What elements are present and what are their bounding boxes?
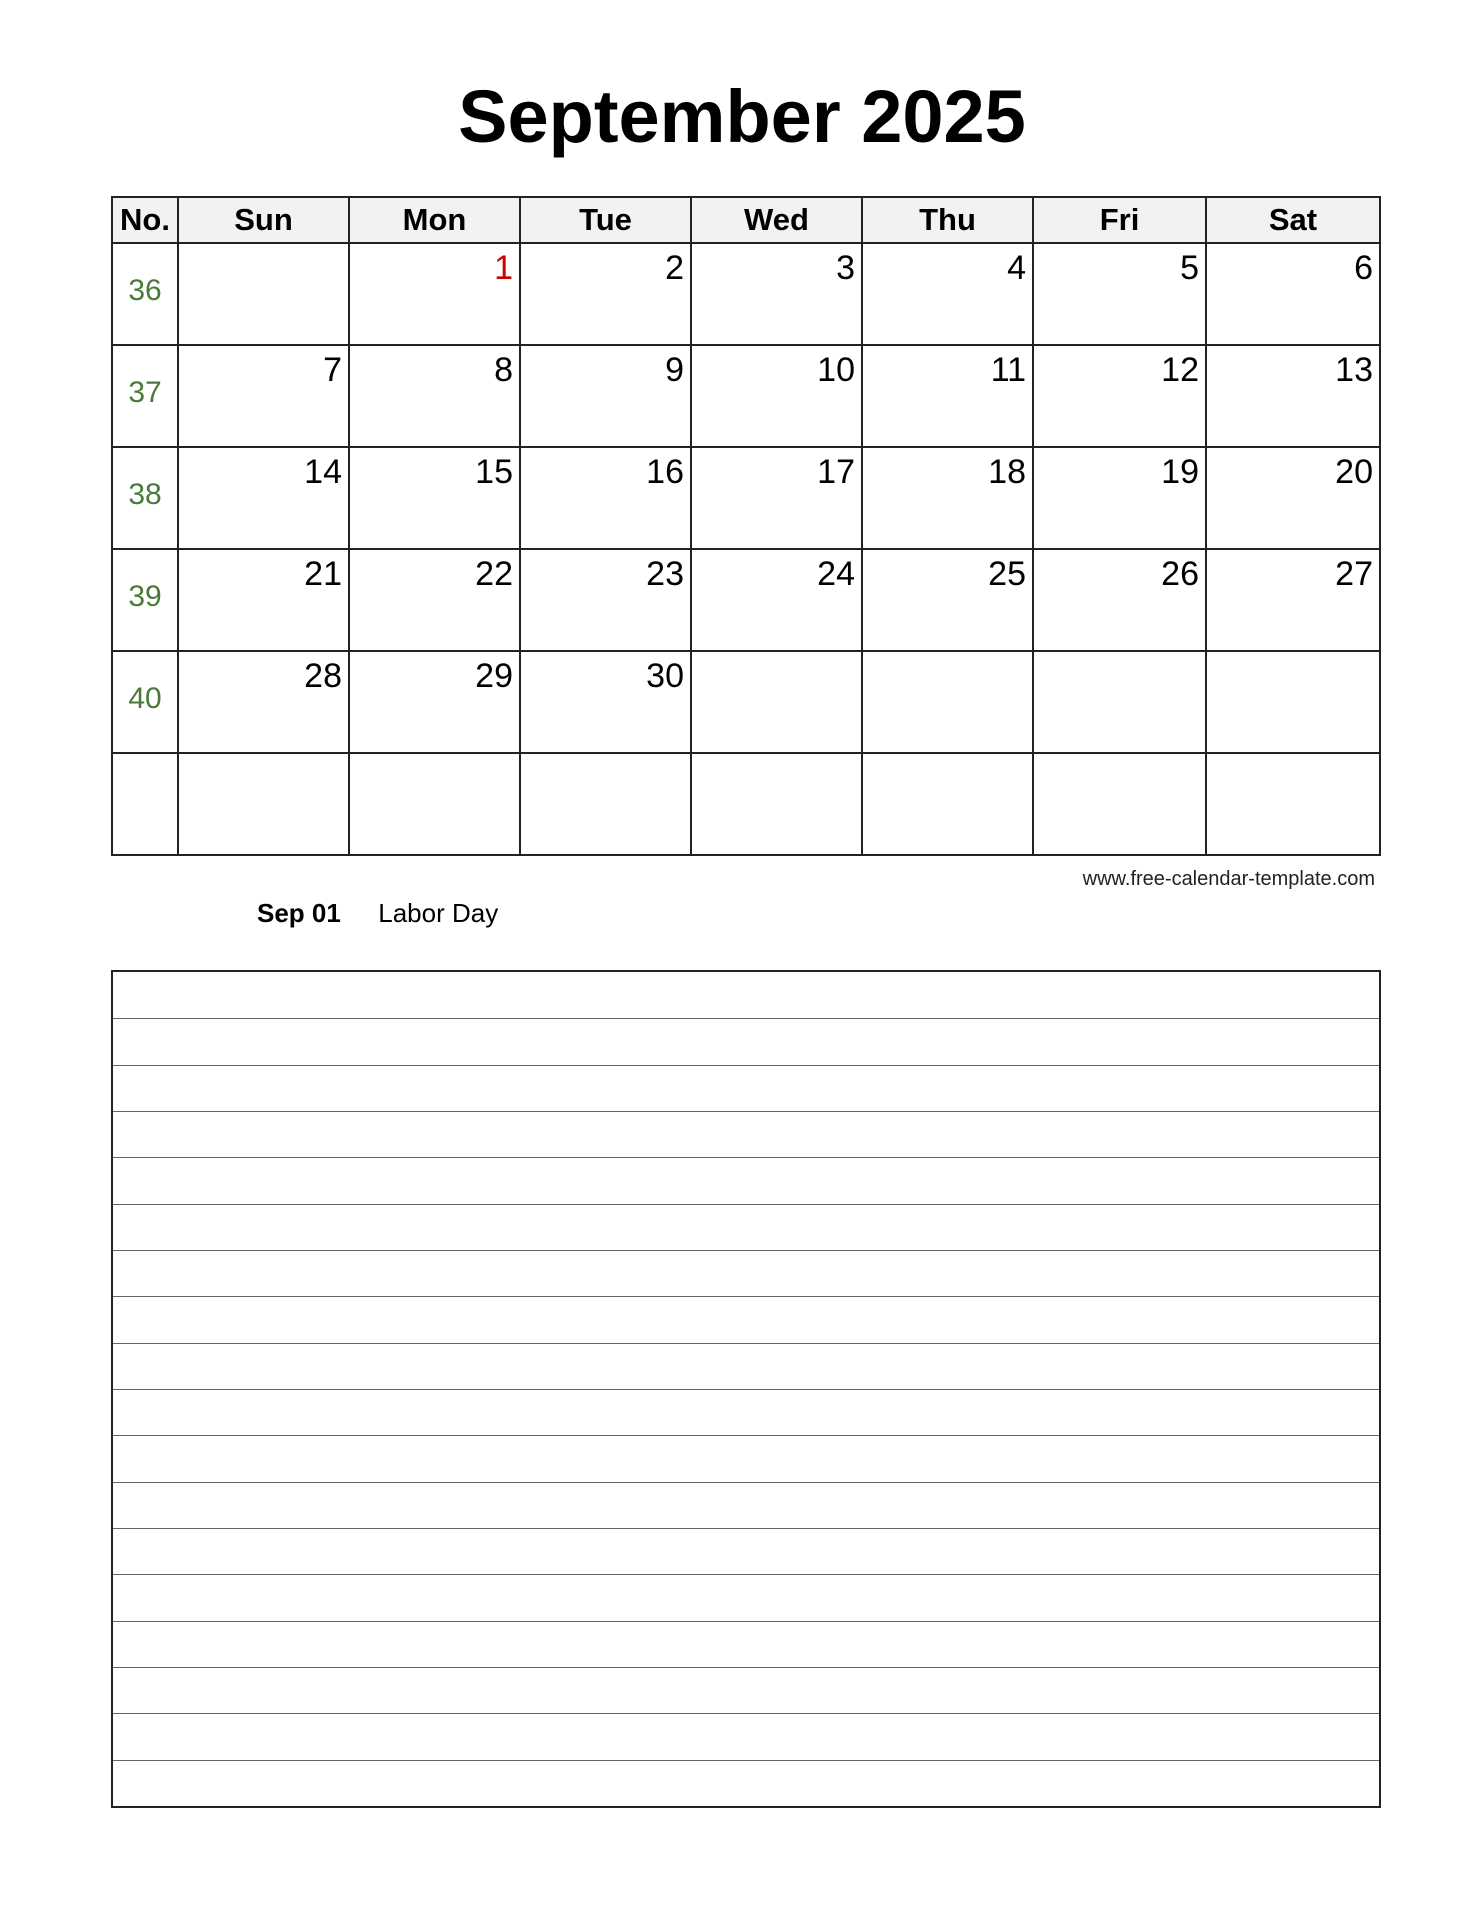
day-cell bbox=[349, 447, 520, 549]
day-cell bbox=[520, 345, 691, 447]
day-number: 30 bbox=[646, 657, 684, 695]
day-cell bbox=[862, 549, 1033, 651]
day-number: 3 bbox=[836, 249, 855, 287]
day-cell bbox=[349, 243, 520, 345]
note-line bbox=[113, 1482, 1379, 1483]
day-number: 5 bbox=[1180, 249, 1199, 287]
day-number: 11 bbox=[990, 351, 1026, 389]
day-number: 13 bbox=[1335, 351, 1373, 389]
header-wed: Wed bbox=[691, 197, 862, 243]
note-line bbox=[113, 1250, 1379, 1251]
day-cell bbox=[691, 753, 862, 855]
note-line bbox=[113, 1157, 1379, 1158]
week-number-cell bbox=[112, 447, 178, 549]
day-cell bbox=[520, 447, 691, 549]
day-cell bbox=[1033, 651, 1206, 753]
day-number: 8 bbox=[494, 351, 513, 389]
day-cell bbox=[1206, 447, 1380, 549]
day-cell bbox=[1206, 243, 1380, 345]
day-number bbox=[179, 244, 348, 248]
day-number: 16 bbox=[646, 453, 684, 491]
header-thu: Thu bbox=[862, 197, 1033, 243]
note-line bbox=[113, 1343, 1379, 1344]
day-number: 23 bbox=[646, 555, 684, 593]
day-cell bbox=[1206, 549, 1380, 651]
note-line bbox=[113, 1111, 1379, 1112]
week-number-cell bbox=[112, 753, 178, 855]
day-cell bbox=[349, 753, 520, 855]
note-line bbox=[113, 1435, 1379, 1436]
day-number: 7 bbox=[323, 351, 342, 389]
day-number bbox=[1034, 754, 1205, 758]
week-row bbox=[112, 243, 1380, 345]
holiday-list-item bbox=[257, 897, 498, 929]
day-number bbox=[692, 652, 861, 656]
day-number: 6 bbox=[1354, 249, 1373, 287]
day-cell bbox=[862, 447, 1033, 549]
holiday-name: Labor Day bbox=[378, 898, 499, 928]
note-line bbox=[113, 1621, 1379, 1622]
day-number bbox=[521, 754, 690, 758]
day-number: 14 bbox=[304, 453, 342, 491]
note-line bbox=[113, 1018, 1379, 1019]
month-calendar-grid bbox=[111, 196, 1381, 856]
day-number bbox=[692, 754, 861, 758]
header-mon: Mon bbox=[349, 197, 520, 243]
note-line bbox=[113, 1528, 1379, 1529]
day-number bbox=[179, 754, 348, 758]
day-cell bbox=[1206, 345, 1380, 447]
day-cell bbox=[862, 753, 1033, 855]
day-cell bbox=[1033, 447, 1206, 549]
week-number-cell bbox=[112, 549, 178, 651]
website-credit: www.free-calendar-template.com bbox=[1082, 868, 1375, 890]
day-cell bbox=[1033, 243, 1206, 345]
day-cell bbox=[178, 243, 349, 345]
day-number: 12 bbox=[1161, 351, 1199, 389]
week-row bbox=[112, 753, 1380, 855]
day-number: 28 bbox=[304, 657, 342, 695]
note-line bbox=[113, 1760, 1379, 1761]
day-cell bbox=[691, 243, 862, 345]
day-cell bbox=[178, 345, 349, 447]
day-number bbox=[1207, 652, 1379, 656]
day-cell bbox=[691, 345, 862, 447]
week-row bbox=[112, 345, 1380, 447]
week-number: 38 bbox=[128, 478, 162, 511]
week-number: 36 bbox=[128, 274, 162, 307]
day-number bbox=[350, 754, 519, 758]
day-number: 19 bbox=[1161, 453, 1199, 491]
day-number: 24 bbox=[817, 555, 855, 593]
day-number: 29 bbox=[475, 657, 513, 695]
week-number: 39 bbox=[128, 580, 162, 613]
header-tue: Tue bbox=[520, 197, 691, 243]
day-cell bbox=[691, 447, 862, 549]
day-cell bbox=[1206, 651, 1380, 753]
header-fri: Fri bbox=[1033, 197, 1206, 243]
day-number bbox=[1034, 652, 1205, 656]
week-number-cell bbox=[112, 345, 178, 447]
week-number: 37 bbox=[128, 376, 162, 409]
weekday-header-row bbox=[112, 197, 1380, 243]
day-number: 21 bbox=[304, 555, 342, 593]
week-row bbox=[112, 447, 1380, 549]
day-number: 22 bbox=[475, 555, 513, 593]
day-number: 27 bbox=[1335, 555, 1373, 593]
week-number-cell bbox=[112, 651, 178, 753]
holiday-date: Sep 01 bbox=[257, 898, 341, 928]
header-sat: Sat bbox=[1206, 197, 1380, 243]
day-cell bbox=[691, 651, 862, 753]
day-number: 26 bbox=[1161, 555, 1199, 593]
day-number: 15 bbox=[475, 453, 513, 491]
day-cell bbox=[349, 549, 520, 651]
day-cell bbox=[178, 549, 349, 651]
note-line bbox=[113, 1667, 1379, 1668]
note-line bbox=[113, 1296, 1379, 1297]
day-number-holiday: 1 bbox=[494, 249, 513, 287]
note-line bbox=[113, 1574, 1379, 1575]
day-cell bbox=[1033, 345, 1206, 447]
week-row bbox=[112, 651, 1380, 753]
day-number: 2 bbox=[665, 249, 684, 287]
day-cell bbox=[520, 243, 691, 345]
week-number: 40 bbox=[128, 682, 162, 715]
day-number: 4 bbox=[1007, 249, 1026, 287]
day-cell bbox=[862, 345, 1033, 447]
week-row bbox=[112, 549, 1380, 651]
day-cell bbox=[178, 447, 349, 549]
day-number bbox=[863, 754, 1032, 758]
day-cell bbox=[520, 753, 691, 855]
week-number bbox=[113, 754, 177, 784]
note-line bbox=[113, 1065, 1379, 1066]
day-number bbox=[863, 652, 1032, 656]
day-number: 25 bbox=[988, 555, 1026, 593]
day-cell bbox=[349, 651, 520, 753]
day-cell bbox=[1206, 753, 1380, 855]
week-number-cell bbox=[112, 243, 178, 345]
day-cell bbox=[178, 753, 349, 855]
notes-area bbox=[111, 970, 1381, 1808]
day-cell bbox=[862, 651, 1033, 753]
day-cell bbox=[862, 243, 1033, 345]
note-line bbox=[113, 1713, 1379, 1714]
day-number: 18 bbox=[988, 453, 1026, 491]
calendar-title: September 2025 bbox=[458, 75, 1026, 158]
day-number: 10 bbox=[817, 351, 855, 389]
day-cell bbox=[1033, 549, 1206, 651]
day-cell bbox=[520, 651, 691, 753]
header-week-number: No. bbox=[112, 197, 178, 243]
day-cell bbox=[691, 549, 862, 651]
day-number: 20 bbox=[1335, 453, 1373, 491]
day-number bbox=[1207, 754, 1379, 758]
note-line bbox=[113, 1389, 1379, 1390]
day-cell bbox=[178, 651, 349, 753]
note-line bbox=[113, 1204, 1379, 1205]
day-cell bbox=[1033, 753, 1206, 855]
header-sun: Sun bbox=[178, 197, 349, 243]
day-cell bbox=[349, 345, 520, 447]
day-number: 17 bbox=[817, 453, 855, 491]
day-cell bbox=[520, 549, 691, 651]
day-number: 9 bbox=[665, 351, 684, 389]
